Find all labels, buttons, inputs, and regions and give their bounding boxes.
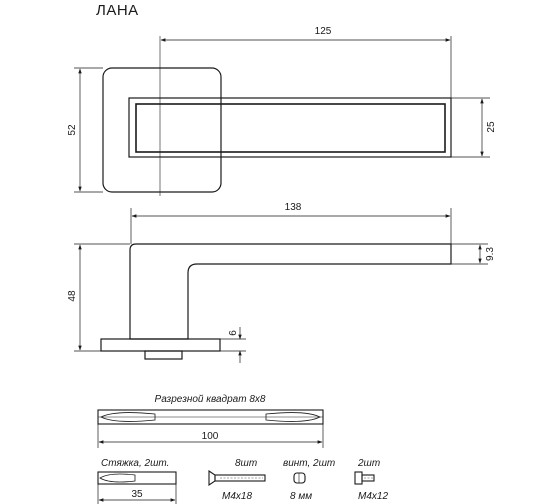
set-screw bbox=[294, 473, 305, 483]
spindle-label: Разрезной квадрат 8х8 bbox=[154, 394, 266, 405]
rosette-square bbox=[103, 68, 221, 192]
dim-label-35: 35 bbox=[131, 489, 143, 500]
dim-label-6: 6 bbox=[228, 330, 239, 336]
dim-label-100: 100 bbox=[201, 431, 219, 442]
lever-outer bbox=[129, 98, 451, 157]
dim-label-25: 25 bbox=[486, 121, 497, 133]
dim-label-125: 125 bbox=[314, 26, 332, 37]
tie-rod bbox=[98, 472, 176, 484]
product-title: ЛАНА bbox=[96, 2, 139, 19]
lever-inner bbox=[136, 104, 445, 152]
dim-label-48: 48 bbox=[67, 290, 78, 302]
top-view bbox=[103, 36, 451, 196]
countersunk-screw bbox=[209, 471, 265, 485]
dim-label-9-3: 9.3 bbox=[485, 247, 496, 261]
side-view-dimensions bbox=[74, 208, 488, 363]
split-spindle bbox=[98, 410, 323, 424]
set-screw-size: 8 мм bbox=[290, 491, 313, 502]
set-screw-label: винт, 2шт bbox=[283, 458, 336, 469]
screw-size: M4x18 bbox=[222, 491, 253, 502]
screw-count: 8шт bbox=[235, 458, 258, 469]
tie-rod-label: Стяжка, 2шт. bbox=[101, 458, 170, 469]
lever-profile bbox=[130, 244, 451, 339]
bolt bbox=[355, 472, 374, 484]
dim-label-138: 138 bbox=[284, 202, 302, 213]
bolt-count: 2шт bbox=[358, 458, 381, 469]
side-view bbox=[101, 244, 451, 359]
rosette-base bbox=[101, 339, 220, 351]
dim-label-52: 52 bbox=[67, 124, 78, 136]
bolt-size: M4x12 bbox=[358, 491, 389, 502]
spindle-stub bbox=[145, 351, 182, 359]
